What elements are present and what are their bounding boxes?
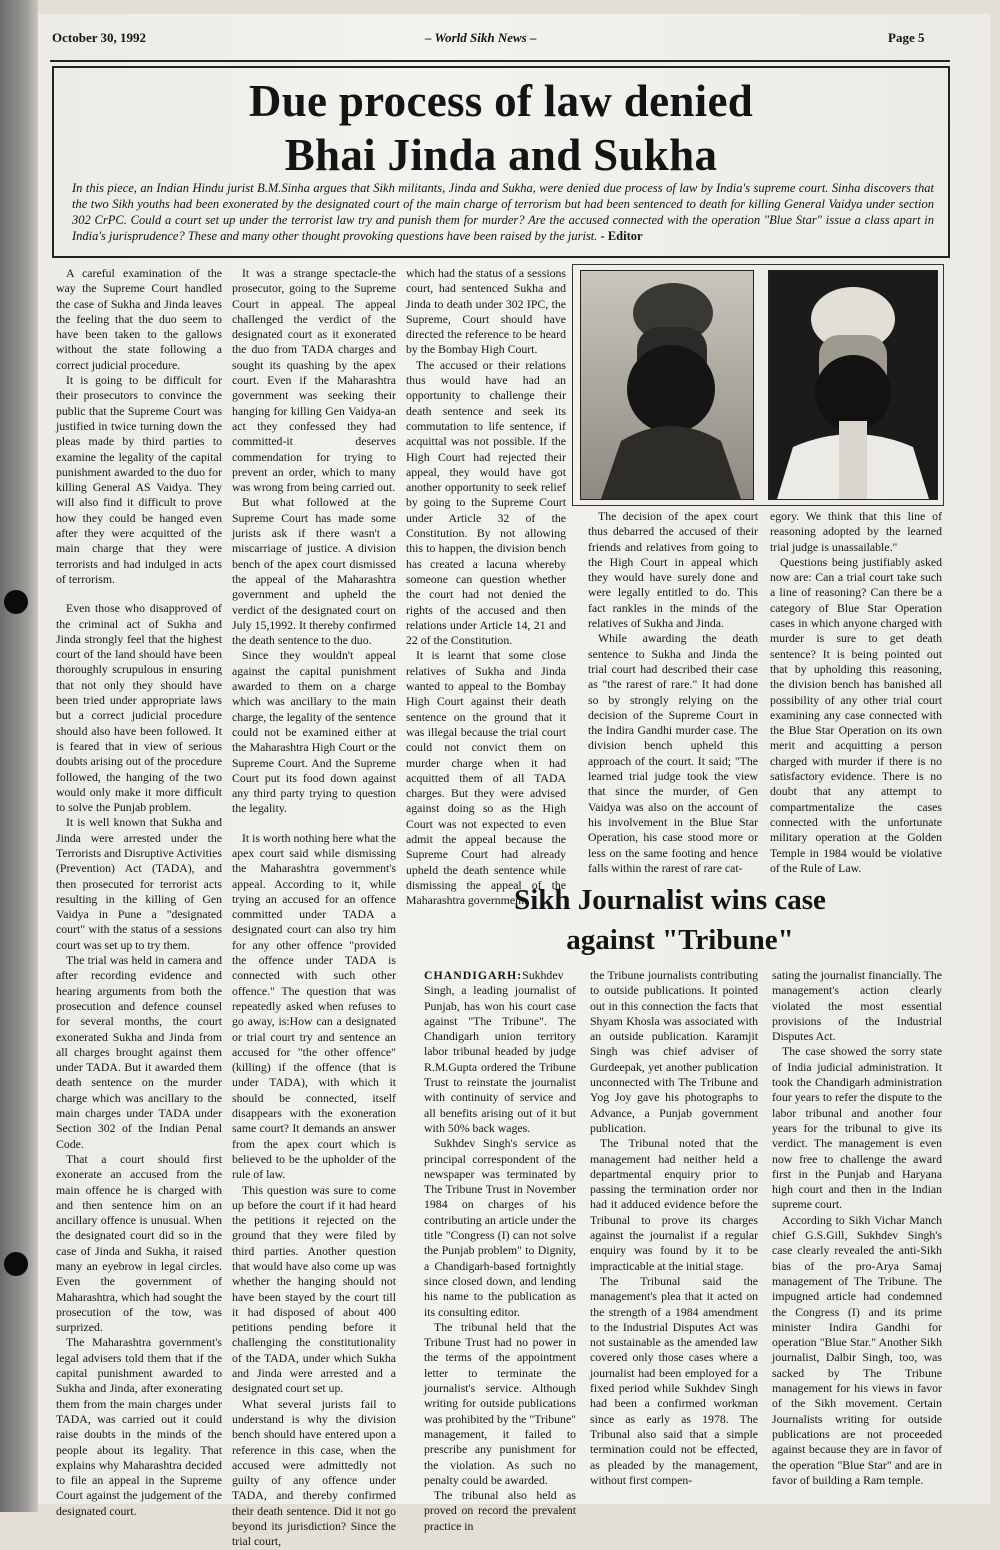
page-number: Page 5 xyxy=(888,30,925,45)
paragraph: It is going to be difficult for their prosecutors to convince the public that the Supreme Court was justified in twice turning down the pleas made by third parties to examine the legality of the capital punishment awarded to the duo for killing General AS Vaidya. They will also find it difficult to prove how they could be hanged even after they were acquitted of the main charge that they were terrorists and had indulged in acts of terrorism. xyxy=(56,373,222,586)
paragraph: The Tribunal noted that the management had neither held a departmental enquiry prior to passing the termination order nor had it adduced evidence before the Tribunal to prove its charges against the journalist if a regular enquiry was found by it to be impracticable at the initial stage. xyxy=(590,1136,758,1273)
main-headline-line1: Due process of law denied xyxy=(248,76,754,126)
article1-column-4 xyxy=(588,509,758,876)
paragraph: Sukhdev Singh's service as principal correspondent of the newspaper was terminated by The Tribune Trust in November 1984 on charges of his contributing an article under the title "Congress (I) can not solve the Punjab problem" to Dignity, a Chandigarh-based fortnightly since closed down, and lending his name to the publication as its consulting editor. xyxy=(424,1136,576,1319)
paragraph: But what followed at the Supreme Court has made some jurists ask if there wasn't a miscarriage of justice. A division bench of the apex court dismissed the appeal of the Maharashtra government and upheld the verdict of the designated court on July 15,1992. It thereby confirmed the death sentence to the duo. xyxy=(232,495,396,648)
article1-column-1 xyxy=(56,266,222,1519)
paragraph: which had the status of a sessions court, had sentenced Sukha and Jinda to death under 302 IPC, the Supreme, Court should have directed the reference to be heard by the Bombay High Court. xyxy=(406,266,566,357)
paragraph: It is worth nothing here what the apex court said while dismissing the Maharashtra government's appeal. According to it, while trying an accused for an offence committed under TADA a designated court can also try him for any other offence "provided the offence under TADA is connected with such other offence." The question that was repeatedly asked when refuses to go away, is:How can a designated or trial court try and sentence an accused for "the other offence" (killing) if the offence (that is under TADA), with which it should be connected, itself disappears with the exoneration same court? It demands an answer from the apex court which is believed to be the upholder of the rule of law. xyxy=(232,830,396,1182)
paragraph: The Tribunal said the management's plea that it acted on the strength of a 1984 amendment to the Industrial Disputes Act was not sustainable as the amended law covered only those cases where a journalist had been employed for a fixed period while Sukhdev Singh had been a confirmed workman since as early as 1978. The Tribunal also said that a simple termination could not be effected, as pleaded by the management, without first compen- xyxy=(590,1273,758,1487)
intro-text: In this piece, an Indian Hindu jurist B.M.Sinha argues that Sikh militants, Jinda and Sukha, were denied due process of law by India's supreme court. Sinha discovers that the two Sikh youths had been exonerated by the designated court of the main charge of terrorism but had been sentenced to death for killing General Vaidya under section 302 CrPC. Could a court set up under the terrorist law try and punish them for murder? Are the accused connected with the operation "Blue Star" issue a class apart in India's jurisprudence? These and many other thought provoking questions have been raised by the jurist. xyxy=(72,181,934,243)
paragraph: Since they wouldn't appeal against the capital punishment awarded to them on a charge which was ancillary to the main charge, the legality of the sentence could not be examined either at the Maharashtra High Court or the Supreme Court. And the Supreme Court put its food down against any third party trying to question the legality. xyxy=(232,648,396,816)
intro-credit: - Editor xyxy=(600,229,643,243)
paragraph: According to Sikh Vichar Manch chief G.S.Gill, Sukhdev Singh's case clearly revealed the anti-Sikh bias of the pro-Arya Samaj management of The Tribune. The impugned article had condemned the Congress (I) and its prime minister Indira Gandhi for operation "Blue Star." Another Sikh journalist, Dalbir Singh, too, was sacked by The Tribune management for his views in favor of the Sikh movement. Certain Journalists writing for outside publications are not proceeded against because they are in favor of the operation "Blue Star" and are in favor of building a Ram temple. xyxy=(772,1212,942,1487)
paragraph: Questions being justifiably asked now are: Can a trial court take such a line of reasoning? Can there be a category of Blue Star Operation cases in which anyone charged with murder is sure to get death sentence? It is being pointed out that by upholding this reasoning, the division bench has banished all possibility of any other trial court examining any case connected with the Blue Star Operation on its own merit and acquitting a person charged with murder if there is no satisfactory evidence. There is no doubt that any attempt to compartmentalize the cases connected with the unfortunate military operation at the Golden Temple in 1984 would be violative of the Rule of Law. xyxy=(770,554,942,875)
article2-column-1 xyxy=(424,968,576,1534)
photo-jinda xyxy=(580,270,754,500)
binder-hole-icon xyxy=(4,1252,28,1276)
paragraph: What several jurists fail to understand is why the division bench should have entered upon a reference in this case, when the accused were admittedly not guilty of any offence under TADA, and thereby confirmed their death sentence. Did it not go beyond its jurisdiction? Since the trial court, xyxy=(232,1396,396,1549)
paragraph: Sukhdev Singh, a leading journalist of Punjab, has won his court case against "The Tribune". The Chandigarh union territory labor tribunal headed by judge R.M.Gupta ordered the Tribune Trust to reinstate the journalist with continuity of service and all benefits arising out of it but with 50% back wages. xyxy=(424,968,576,1135)
binder-strip xyxy=(0,0,38,1512)
binder-hole-icon xyxy=(4,590,28,614)
paragraph: egory. We think that this line of reasoning adopted by the learned trial judge is unassailable." xyxy=(770,509,942,554)
paragraph: It was a strange spectacle-the prosecutor, going to the Supreme Court in appeal. The appeal challenged the verdict of the designated court as it exonerated the duo from TADA charges and sought its quashing by the apex court. Even if the Maharashtra government was seeking their hanging for killing Gen Vaidya-an act they confessed they had committed-it deserves commendation for trying to prevent an order, which to many was wrong from being carried out. xyxy=(232,266,396,495)
paragraph: While awarding the death sentence to Sukha and Jinda the trial court had described their case as "the rarest of rare." It had done so by strongly relying on the decision of the Supreme Court in the Indira Gandhi murder case. The division bench upheld this approach of the court. It said; "The learned trial judge took the view that since the murder, of Gen Vaidya was also on the account of his involvement in the Blue Star Operation, his case stood more or less on the same footing and hence falls within the rarest of rare cat- xyxy=(588,631,758,875)
paragraph: sating the journalist financially. The management's action clearly violated the most essential provisions of the Industrial Disputes Act. xyxy=(772,968,942,1044)
article1-column-2 xyxy=(232,266,396,1550)
article1-column-5 xyxy=(770,509,942,876)
article2-headline-line1: Sikh Journalist wins case xyxy=(514,884,826,916)
paragraph: It is well known that Sukha and Jinda were arrested under the Terrorists and Disruptive Activities (Prevention) Act (TADA), and then prosecuted for terrorist acts resulting in the killing of Gen Vaidya in Pune a "designated court" with the status of a sessions court was set up to try them. xyxy=(56,815,222,952)
publication-name: – World Sikh News – xyxy=(425,30,537,45)
paragraph: The decision of the apex court thus debarred the accused of their friends and relatives from going to the High Court in appeal which they would have surely done and were legally entitled to do. This fact rankles in the minds of the relatives of Sukha and Jinda. xyxy=(588,509,758,631)
dateline: CHANDIGARH: xyxy=(424,968,523,982)
paragraph: That a court should first exonerate an accused from the main offence he is charged with and then sentence him on an ancillary offence is unusual. When the designated court did so in the case of Jinda and Sukha, it raised many an eyebrow in legal circles. Even the government of Maharashtra, which had sought the prosecution of the tow, was surprized. xyxy=(56,1151,222,1335)
paragraph: It is learnt that some close relatives of Sukha and Jinda wanted to appeal to the Bombay High Court against their death sentence on the ground that it was illegal because the trial court could not convict them on murder charge when it had acquitted them of all TADA charges. But they were advised against doing so as the High Court was not expected to even admit the appeal because the Supreme Court had already upheld the death sentence while dismissing the appeal of the Maharashtra government. xyxy=(406,648,566,908)
main-headline-line2: Bhai Jinda and Sukha xyxy=(284,130,718,180)
article2-column-2 xyxy=(590,968,758,1488)
paragraph: Even those who disapproved of the criminal act of Sukha and Jinda strongly feel that the highest court of the land should have been thoroughly scrupulous in ensuring that not only they should have been tried under appropriate laws but a correct judicial procedure should also have been followed. It is feared that in view of serious doubts arising out of the procedure followed, the hanging of the two would only make it more difficult to solve the Punjab problem. xyxy=(56,601,222,815)
article-intro xyxy=(72,180,934,244)
photo-sukha xyxy=(768,270,938,500)
paragraph: The tribunal also held as proved on record the prevalent practice in xyxy=(424,1488,576,1533)
article2-headline-line2: against "Tribune" xyxy=(566,924,794,956)
paragraph: The trial was held in camera and after recording evidence and hearing arguments from both the prosecution and defence counsel for several months, the court exonerated Sukha and Jinda from all charges brought against them under TADA. But it awarded them death sentence on the murder charge which was ancillary to the main charges under TADA under Section 302 of the Indian Penal Code. xyxy=(56,953,222,1151)
article1-column-3 xyxy=(406,266,566,908)
article2-column-3 xyxy=(772,968,942,1488)
paragraph: A careful examination of the way the Supreme Court handled the case of Sukha and Jinda leaves the feeling that the duo seem to have been taken to the gallows without the state following a correct judicial procedure. xyxy=(56,266,222,372)
paragraph: The accused or their relations thus would have had an opportunity to challenge their death sentence and seek its commutation to life sentence, if acquittal was not possible. If the High Court had rejected their appeal, they would have got another opportunity to seek relief by going to the Supreme Court under Article 32 of the Constitution. By not allowing this to happen, the division bench has created a lacuna whereby someone can question whether the court had not denied the rights of the accused and then relations under Article 14, 21 and 22 of the Constitution. xyxy=(406,357,566,648)
paragraph: The Maharashtra government's legal advisers told them that if the capital punishment awarded to Sukha and Jinda, after exonerating them from the main charges under TADA, was carried out it could raise doubts in the minds of the people about its legality. That explains why Maharashtra decided to file an appeal in the Supreme Court against the judgement of the designated court. xyxy=(56,1335,222,1518)
paragraph: The tribunal held that the Tribune Trust had no power in the terms of the appointment letter to terminate the journalist's service. Although writing for outside publications was prohibited by the "Tribune" management, it failed to prescribe any punishment for the violation. As such no penalty could be awarded. xyxy=(424,1319,576,1487)
paragraph: the Tribune journalists contributing to outside publications. It pointed out in this connection the facts that Shyam Khosla was associated with an outside publication. Karamjit Singh was chief adviser of Gurdeepak, yet another publication unconnected with The Tribune and Yog Joy gave his photographs to Advance, a Punjab government publication. xyxy=(590,968,758,1135)
paragraph: This question was sure to come up before the court if it had heard the petitions it rejected on the ground that they were filed by third parties. Another question that would have also come up was whether the hanging should not have been stayed by the court till it had disposed of about 400 petitions pending before it challenging the constitutionality of the TADA, under which Sukha and Jinda were arrested and a designated court set up. xyxy=(232,1182,396,1396)
paragraph: The case showed the sorry state of India judicial administration. It took the Chandigarh administration four years to refer the dispute to the labor tribunal and another four years for the tribunal to give its verdict. The management is even now free to challenge the award first in the Punjab and Haryana high court and then in the Indian supreme court. xyxy=(772,1044,942,1212)
header-rule xyxy=(50,60,950,62)
issue-date: October 30, 1992 xyxy=(52,30,146,45)
